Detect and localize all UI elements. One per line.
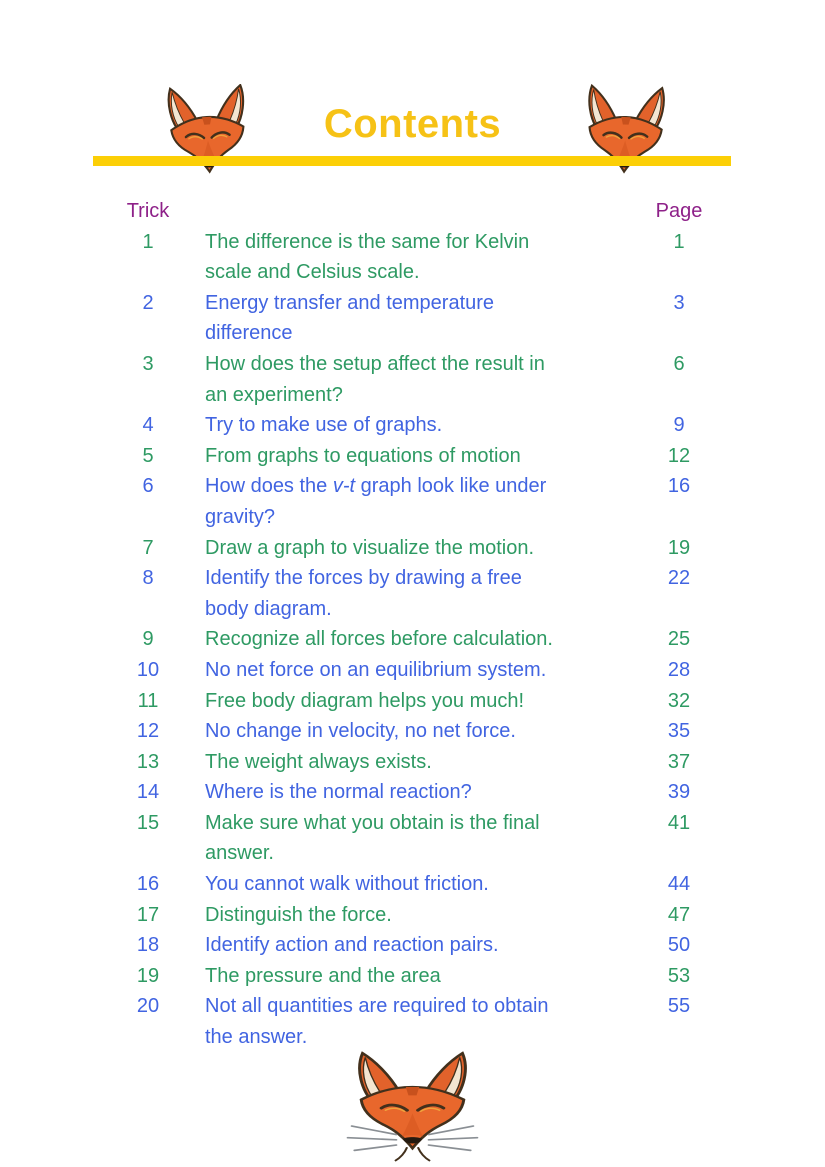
- table-of-contents: [95, 196, 735, 1053]
- toc-row: [95, 961, 735, 992]
- page-number: 19: [667, 536, 691, 559]
- toc-row: [95, 410, 735, 441]
- trick-title: [201, 686, 641, 717]
- toc-row: [95, 288, 735, 349]
- title-line: Not all quantities are required to obtain: [205, 995, 549, 1018]
- toc-row: [95, 686, 735, 717]
- title-line: Make sure what you obtain is the final: [205, 811, 540, 834]
- toc-row: [95, 808, 735, 869]
- trick-number: 17: [136, 903, 160, 926]
- trick-number: 15: [136, 811, 160, 834]
- page-number: 50: [667, 934, 691, 957]
- title-line: Draw a graph to visualize the motion.: [205, 536, 535, 559]
- title-line: The difference is the same for Kelvin: [205, 230, 530, 253]
- trick-title: [201, 869, 641, 900]
- toc-row: [95, 349, 735, 410]
- title-line: the answer.: [205, 1026, 308, 1049]
- trick-title: [201, 777, 641, 808]
- title-line: No change in velocity, no net force.: [205, 720, 516, 743]
- trick-title: [201, 227, 641, 288]
- toc-row: [95, 655, 735, 686]
- title-line: Energy transfer and temperature: [205, 291, 495, 314]
- toc-row: [95, 900, 735, 931]
- page-number: 3: [673, 291, 685, 314]
- toc-header-row: [95, 196, 735, 227]
- title-line: Recognize all forces before calculation.: [205, 628, 553, 651]
- trick-title: [201, 471, 641, 532]
- trick-number: 18: [136, 934, 160, 957]
- toc-row: [95, 930, 735, 961]
- trick-number: 8: [142, 567, 154, 590]
- trick-number: 14: [136, 781, 160, 804]
- toc-row: [95, 563, 735, 624]
- title-line: difference: [205, 322, 293, 345]
- page-number: 6: [673, 352, 685, 375]
- trick-number: 7: [142, 536, 154, 559]
- title-line: From graphs to equations of motion: [205, 444, 521, 467]
- title-line: scale and Celsius scale.: [205, 261, 420, 284]
- title-line: Identify the forces by drawing a free: [205, 567, 522, 590]
- trick-number: 11: [137, 689, 159, 712]
- yellow-divider: [93, 156, 731, 166]
- page-number: 28: [667, 658, 691, 681]
- title-line: The pressure and the area: [205, 964, 441, 987]
- title-line: Distinguish the force.: [205, 903, 392, 926]
- toc-row: [95, 747, 735, 778]
- page-number: 1: [673, 230, 685, 253]
- page-number: 22: [667, 567, 691, 590]
- page-number: 41: [667, 811, 691, 834]
- page-number: 44: [667, 873, 691, 896]
- toc-row: [95, 624, 735, 655]
- trick-title: [201, 288, 641, 349]
- trick-title: [201, 533, 641, 564]
- trick-title: [201, 808, 641, 869]
- trick-number: 13: [136, 750, 160, 773]
- trick-number: 4: [142, 414, 154, 437]
- trick-number: 20: [136, 995, 160, 1018]
- title-line: answer.: [205, 842, 274, 865]
- trick-title: [201, 716, 641, 747]
- trick-number: 3: [142, 352, 154, 375]
- page-number: 47: [667, 903, 691, 926]
- trick-title: [201, 410, 641, 441]
- trick-title: [201, 624, 641, 655]
- trick-title: [201, 961, 641, 992]
- trick-number: 1: [142, 230, 154, 253]
- trick-number: 9: [142, 628, 154, 651]
- trick-number: 5: [142, 444, 154, 467]
- toc-row: [95, 441, 735, 472]
- toc-row: [95, 471, 735, 532]
- toc-row: [95, 533, 735, 564]
- trick-number: 6: [142, 475, 154, 498]
- toc-rows: [95, 227, 735, 1053]
- title-line: Identify action and reaction pairs.: [205, 934, 499, 957]
- trick-number: 19: [136, 964, 160, 987]
- title-line: How does the v-t graph look like under: [205, 475, 547, 498]
- trick-title: [201, 349, 641, 410]
- page-number: 53: [667, 964, 691, 987]
- title-line: gravity?: [205, 505, 276, 528]
- toc-row: [95, 777, 735, 808]
- toc-row: [95, 227, 735, 288]
- page-title: Contents: [323, 102, 502, 146]
- title-line: Where is the normal reaction?: [205, 781, 472, 804]
- title-line: How does the setup affect the result in: [205, 352, 545, 375]
- page-number: 12: [667, 444, 691, 467]
- trick-title: [201, 991, 641, 1052]
- page-number: 55: [667, 995, 691, 1018]
- title-line: No net force on an equilibrium system.: [205, 658, 547, 681]
- page-number: 16: [667, 475, 691, 498]
- trick-number: 12: [136, 720, 160, 743]
- trick-title: [201, 441, 641, 472]
- toc-row: [95, 991, 735, 1052]
- fox-head-icon: [345, 1050, 480, 1167]
- trick-title: [201, 747, 641, 778]
- title-line: an experiment?: [205, 383, 343, 406]
- page-number: 35: [667, 720, 691, 743]
- toc-row: [95, 716, 735, 747]
- page-number: 25: [667, 628, 691, 651]
- trick-number: 10: [136, 658, 160, 681]
- trick-title: [201, 900, 641, 931]
- title-line: The weight always exists.: [205, 750, 432, 773]
- page-number: 39: [667, 781, 691, 804]
- trick-title: [201, 930, 641, 961]
- toc-row: [95, 869, 735, 900]
- trick-title: [201, 655, 641, 686]
- title-line: Try to make use of graphs.: [205, 414, 443, 437]
- title-line: body diagram.: [205, 597, 332, 620]
- title-line: Free body diagram helps you much!: [205, 689, 525, 712]
- page-number: 9: [673, 414, 685, 437]
- column-header-page: Page: [655, 200, 703, 222]
- trick-title: [201, 563, 641, 624]
- column-header-trick: Trick: [126, 200, 170, 222]
- trick-number: 2: [142, 291, 154, 314]
- page-number: 32: [667, 689, 691, 712]
- title-line: You cannot walk without friction.: [205, 873, 489, 896]
- page-number: 37: [667, 750, 691, 773]
- trick-number: 16: [136, 873, 160, 896]
- column-header-spacer: [201, 196, 641, 227]
